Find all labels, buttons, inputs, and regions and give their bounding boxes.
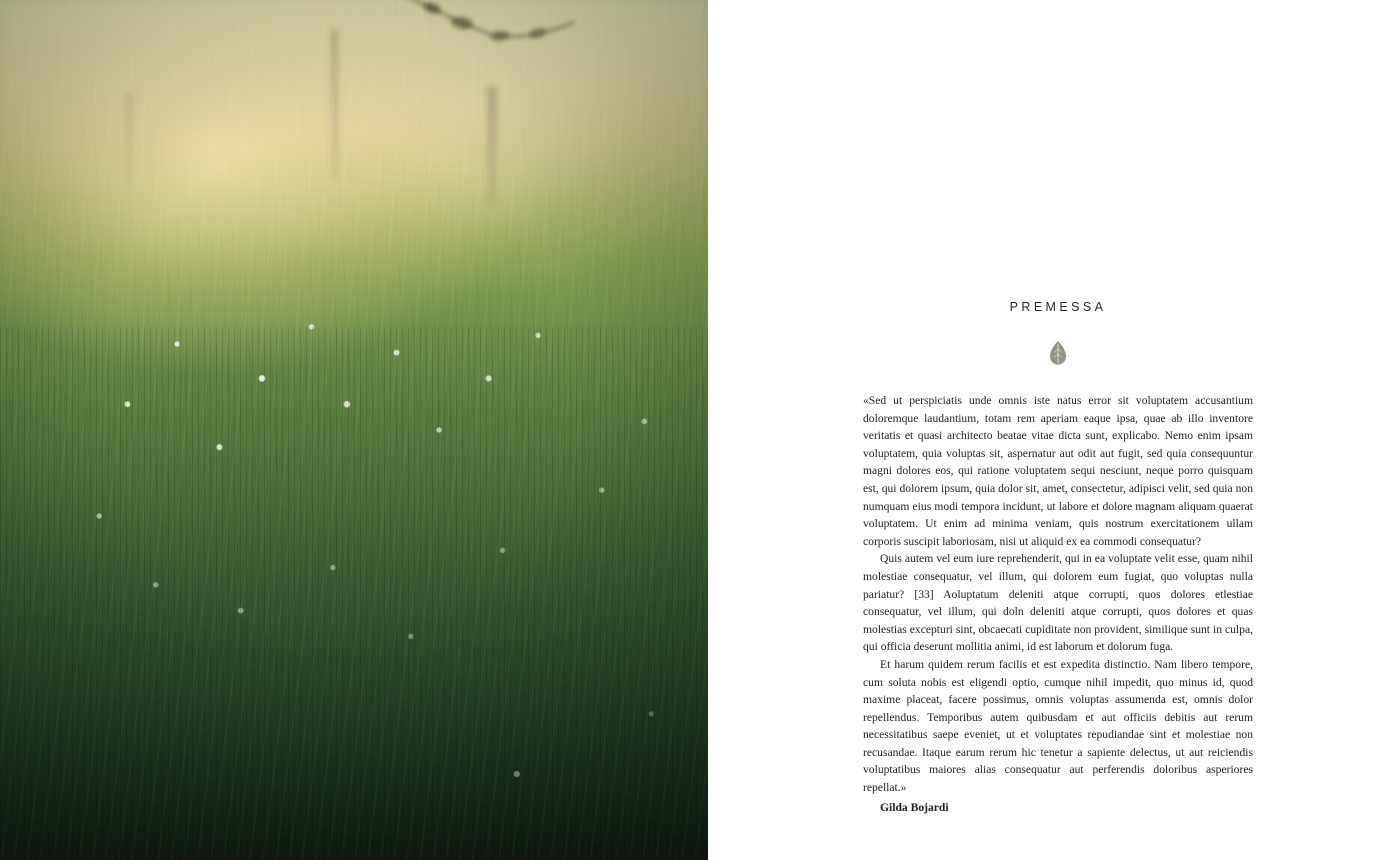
- paragraph: Quis autem vel eum iure reprehenderit, qui in ea voluptate velit esse, quam nihil molestiae consequatur, vel illum, qui dolorem eum fugiat, quo voluptas nulla pariatur? [33] Aoluptatum deleniti atque corrupti, quos dolores etlestiae consequatur, vel illum, qui doln deleniti atque corrupti, quos dolores et quas molestias excepturi sint, obcaecati cupiditate non provident, similique sunt in culpa, qui officia deserunt mollitia animi, id est laborum et dolorum fuga.: [863, 552, 1253, 654]
- paragraph: Et harum quidem rerum facilis et est expedita distinctio. Nam libero tempore, cum soluta nobis est eligendi optio, cumque nihil impedit, quo minus id, quod maxime placeat, facere possimus, omnis voluptas assumenda est, omnis dolor repellendus. Temporibus autem quibusdam et aut officiis debitis aut rerum necessitatibus saepe eveniet, ut et voluptates repudiandae sint et molestiae non recusandae. Itaque earum rerum hic tenetur a sapiente delectus, ut aut reiciendis voluptatibus maiores alias consequatur aut perferendis doloribus asperiores repellat.»: [863, 657, 1253, 795]
- page-title: PREMESSA: [1009, 300, 1107, 314]
- right-page-text: [708, 0, 1400, 860]
- body-copy: [863, 392, 1253, 816]
- text-column: [863, 300, 1253, 816]
- author-signature: Gilda Bojardi: [880, 800, 949, 814]
- paragraph: «Sed ut perspiciatis unde omnis iste natus error sit voluptatem accusantium doloremque laudantium, totam rem aperiam eaque ipsa, quae ab illo inventore veritatis et quasi architecto beatae vitae dicta sunt, explicabo. Nemo enim ipsam voluptatem, quia voluptas sit, aspernatur aut odit aut fugit, sed quia consequuntur magni dolores eos, qui ratione voluptatem sequi nesciunt, neque porro quisquam est, qui dolorem ipsum, quia dolor sit, amet, consectetur, adipisci velit, sed quia non numquam eius modi tempora incidunt, ut labore et dolore magnam aliquam quaerat voluptatem. Ut enim ad minima veniam, quis nostrum exercitationem ullam corporis suscipit laboriosam, nisi ut aliquid ex ea commodi consequatur?: [863, 394, 1253, 548]
- leaf-ornament-icon: [1047, 340, 1069, 366]
